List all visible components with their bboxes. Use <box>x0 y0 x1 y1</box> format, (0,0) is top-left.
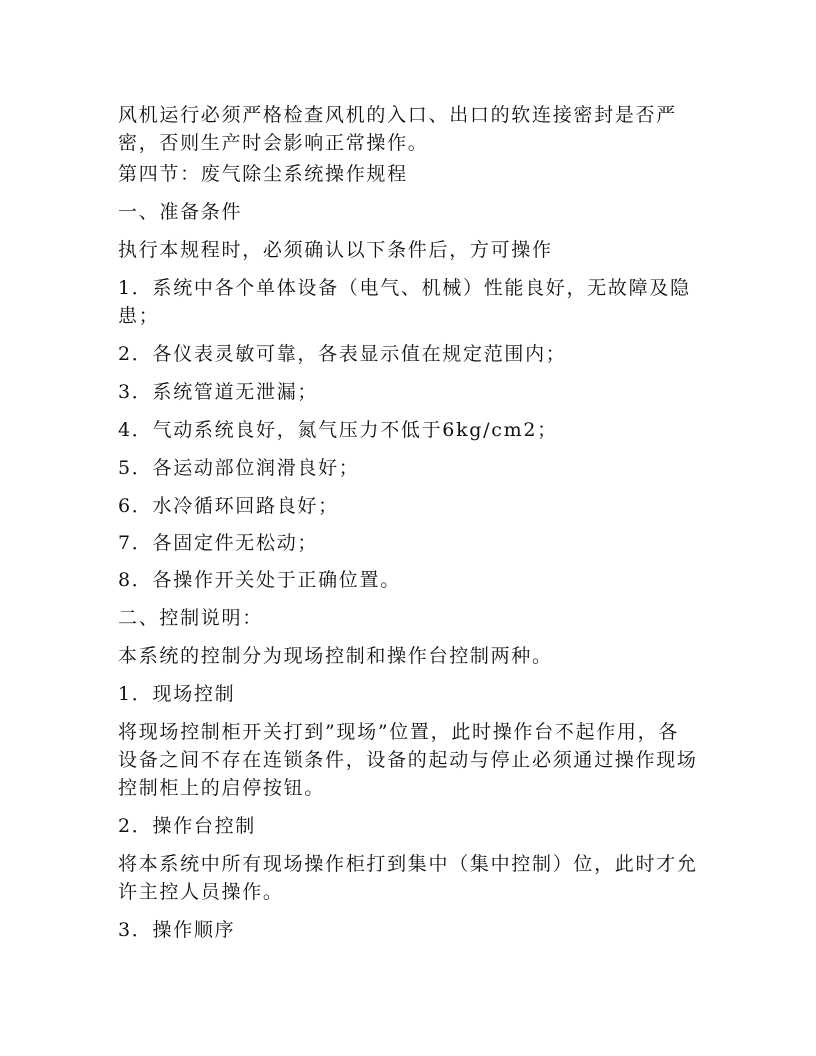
subsection-heading: 二、控制说明： <box>118 607 263 629</box>
paragraph-line: 风机运行必须严格检查风机的入口、出口的软连接密封是否严 <box>118 104 677 126</box>
section-heading: 第四节：废气除尘系统操作规程 <box>118 163 408 185</box>
list-item: 1．现场控制 <box>118 683 236 705</box>
paragraph-line: 将现场控制柜开关打到”现场”位置，此时操作台不起作用，各 <box>118 721 680 743</box>
paragraph-line: 执行本规程时，必须确认以下条件后，方可操作 <box>118 239 553 261</box>
list-item: 1．系统中各个单体设备（电气、机械）性能良好，无故障及隐 <box>118 277 691 299</box>
list-item: 7．各固定件无松动； <box>118 532 319 554</box>
list-item: 6．水冷循环回路良好； <box>118 495 339 517</box>
list-item: 患； <box>118 305 160 327</box>
list-item: 5．各运动部位润滑良好； <box>118 457 360 479</box>
list-item: 2．操作台控制 <box>118 815 256 837</box>
subsection-heading: 一、准备条件 <box>118 201 243 223</box>
paragraph-line: 控制柜上的启停按钮。 <box>118 777 326 799</box>
paragraph-line: 将本系统中所有现场操作柜打到集中（集中控制）位，此时才允 <box>118 853 698 875</box>
paragraph-line: 密，否则生产时会影响正常操作。 <box>118 132 429 154</box>
paragraph-line: 设备之间不存在连锁条件，设备的起动与停止必须通过操作现场 <box>118 749 698 771</box>
paragraph-line: 许主控人员操作。 <box>118 881 284 903</box>
list-item: 2．各仪表灵敏可靠，各表显示值在规定范围内； <box>118 343 567 365</box>
list-item: 4．气动系统良好，氮气压力不低于6kg/cm2； <box>118 419 558 441</box>
list-item: 3．系统管道无泄漏； <box>118 381 319 403</box>
list-item: 8．各操作开关处于正确位置。 <box>118 569 401 591</box>
paragraph-line: 本系统的控制分为现场控制和操作台控制两种。 <box>118 645 553 667</box>
list-item: 3．操作顺序 <box>118 919 236 941</box>
